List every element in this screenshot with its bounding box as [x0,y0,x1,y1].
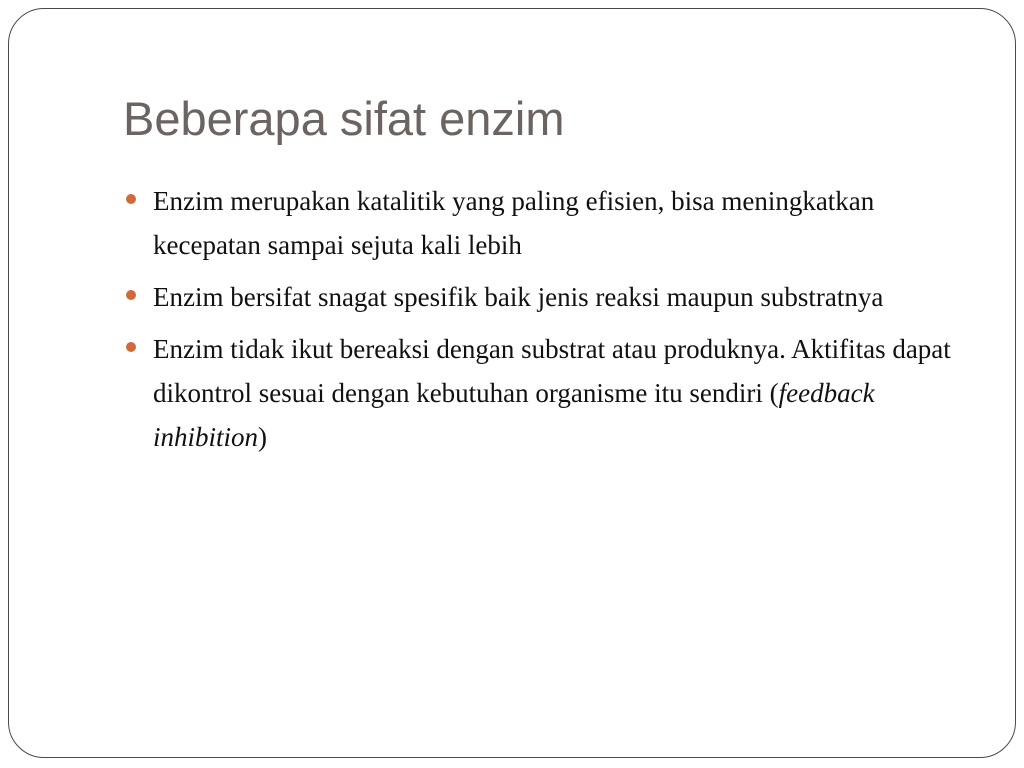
bullet-item-control [123,327,973,459]
bullet-item-catalytic [123,179,973,267]
bullet-text-after: ) [258,422,268,452]
slide-frame [8,8,1016,758]
bullet-text: Enzim bersifat snagat spesifik baik jenis reaksi maupun substratnya [153,282,884,312]
bullet-list [123,179,973,467]
bullet-dot-icon [126,342,136,352]
slide-title: Beberapa sifat enzim [123,92,565,145]
bullet-text-before: Enzim tidak ikut bereaksi dengan substrat atau produknya. Aktifitas dapat dikontrol sesuai dengan kebutuhan organisme itu sendiri ( [153,334,951,408]
bullet-text: Enzim merupakan katalitik yang paling efisien, bisa meningkatkan kecepatan sampai sejuta kali lebih [153,186,875,260]
bullet-item-specific [123,275,973,319]
bullet-text-italic-term: feedback inhibition [153,378,875,452]
bullet-dot-icon [126,290,136,300]
bullet-dot-icon [126,194,136,204]
